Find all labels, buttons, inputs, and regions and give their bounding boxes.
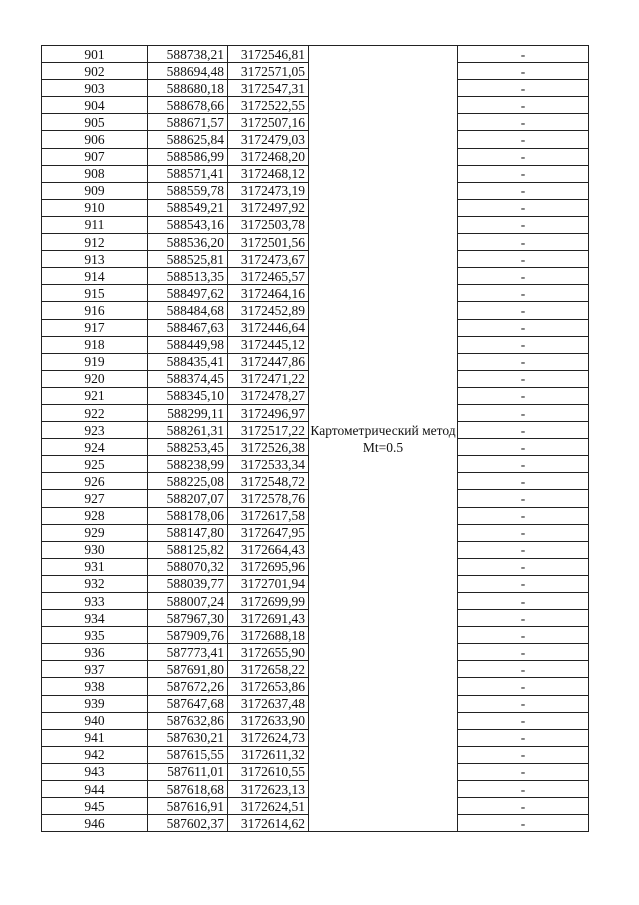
note-cell: - bbox=[458, 781, 589, 798]
point-number-cell: 913 bbox=[42, 251, 148, 268]
y-coordinate-cell: 3172548,72 bbox=[228, 473, 309, 490]
note-cell: - bbox=[458, 473, 589, 490]
y-coordinate-cell: 3172473,67 bbox=[228, 251, 309, 268]
point-number-cell: 922 bbox=[42, 404, 148, 421]
y-coordinate-cell: 3172610,55 bbox=[228, 763, 309, 780]
point-number-cell: 903 bbox=[42, 80, 148, 97]
point-number-cell: 930 bbox=[42, 541, 148, 558]
point-number-cell: 944 bbox=[42, 781, 148, 798]
point-number-cell: 941 bbox=[42, 729, 148, 746]
y-coordinate-cell: 3172653,86 bbox=[228, 678, 309, 695]
y-coordinate-cell: 3172465,57 bbox=[228, 268, 309, 285]
coordinates-table-body bbox=[42, 46, 589, 832]
point-number-cell: 936 bbox=[42, 644, 148, 661]
point-number-cell: 901 bbox=[42, 46, 148, 63]
x-coordinate-cell: 588678,66 bbox=[148, 97, 228, 114]
point-number-cell: 906 bbox=[42, 131, 148, 148]
y-coordinate-cell: 3172701,94 bbox=[228, 575, 309, 592]
note-cell: - bbox=[458, 285, 589, 302]
x-coordinate-cell: 588261,31 bbox=[148, 422, 228, 439]
note-cell: - bbox=[458, 422, 589, 439]
point-number-cell: 925 bbox=[42, 456, 148, 473]
note-cell: - bbox=[458, 251, 589, 268]
x-coordinate-cell: 587602,37 bbox=[148, 815, 228, 832]
note-cell: - bbox=[458, 80, 589, 97]
y-coordinate-cell: 3172637,48 bbox=[228, 695, 309, 712]
point-number-cell: 927 bbox=[42, 490, 148, 507]
y-coordinate-cell: 3172517,22 bbox=[228, 422, 309, 439]
note-cell: - bbox=[458, 336, 589, 353]
point-number-cell: 921 bbox=[42, 387, 148, 404]
coordinates-table bbox=[41, 45, 589, 832]
y-coordinate-cell: 3172655,90 bbox=[228, 644, 309, 661]
point-number-cell: 937 bbox=[42, 661, 148, 678]
note-cell: - bbox=[458, 524, 589, 541]
method-cell: Картометрический метод Mt=0.5 bbox=[309, 46, 458, 832]
x-coordinate-cell: 588039,77 bbox=[148, 575, 228, 592]
point-number-cell: 914 bbox=[42, 268, 148, 285]
point-number-cell: 942 bbox=[42, 746, 148, 763]
note-cell: - bbox=[458, 353, 589, 370]
note-cell: - bbox=[458, 456, 589, 473]
x-coordinate-cell: 588625,84 bbox=[148, 131, 228, 148]
x-coordinate-cell: 588225,08 bbox=[148, 473, 228, 490]
note-cell: - bbox=[458, 199, 589, 216]
x-coordinate-cell: 587773,41 bbox=[148, 644, 228, 661]
note-cell: - bbox=[458, 627, 589, 644]
x-coordinate-cell: 587647,68 bbox=[148, 695, 228, 712]
note-cell: - bbox=[458, 439, 589, 456]
y-coordinate-cell: 3172446,64 bbox=[228, 319, 309, 336]
y-coordinate-cell: 3172624,73 bbox=[228, 729, 309, 746]
y-coordinate-cell: 3172578,76 bbox=[228, 490, 309, 507]
y-coordinate-cell: 3172699,99 bbox=[228, 593, 309, 610]
x-coordinate-cell: 587618,68 bbox=[148, 781, 228, 798]
x-coordinate-cell: 588543,16 bbox=[148, 216, 228, 233]
point-number-cell: 904 bbox=[42, 97, 148, 114]
point-number-cell: 923 bbox=[42, 422, 148, 439]
y-coordinate-cell: 3172471,22 bbox=[228, 370, 309, 387]
y-coordinate-cell: 3172617,58 bbox=[228, 507, 309, 524]
point-number-cell: 911 bbox=[42, 216, 148, 233]
x-coordinate-cell: 587616,91 bbox=[148, 798, 228, 815]
point-number-cell: 924 bbox=[42, 439, 148, 456]
note-cell: - bbox=[458, 490, 589, 507]
x-coordinate-cell: 588299,11 bbox=[148, 404, 228, 421]
point-number-cell: 940 bbox=[42, 712, 148, 729]
point-number-cell: 908 bbox=[42, 165, 148, 182]
point-number-cell: 907 bbox=[42, 148, 148, 165]
point-number-cell: 920 bbox=[42, 370, 148, 387]
note-cell: - bbox=[458, 97, 589, 114]
x-coordinate-cell: 587967,30 bbox=[148, 610, 228, 627]
note-cell: - bbox=[458, 729, 589, 746]
y-coordinate-cell: 3172533,34 bbox=[228, 456, 309, 473]
note-cell: - bbox=[458, 63, 589, 80]
y-coordinate-cell: 3172546,81 bbox=[228, 46, 309, 63]
note-cell: - bbox=[458, 746, 589, 763]
y-coordinate-cell: 3172445,12 bbox=[228, 336, 309, 353]
point-number-cell: 910 bbox=[42, 199, 148, 216]
x-coordinate-cell: 588671,57 bbox=[148, 114, 228, 131]
note-cell: - bbox=[458, 319, 589, 336]
point-number-cell: 943 bbox=[42, 763, 148, 780]
note-cell: - bbox=[458, 575, 589, 592]
y-coordinate-cell: 3172479,03 bbox=[228, 131, 309, 148]
note-cell: - bbox=[458, 558, 589, 575]
x-coordinate-cell: 587672,26 bbox=[148, 678, 228, 695]
note-cell: - bbox=[458, 268, 589, 285]
y-coordinate-cell: 3172695,96 bbox=[228, 558, 309, 575]
point-number-cell: 917 bbox=[42, 319, 148, 336]
point-number-cell: 905 bbox=[42, 114, 148, 131]
y-coordinate-cell: 3172624,51 bbox=[228, 798, 309, 815]
y-coordinate-cell: 3172501,56 bbox=[228, 234, 309, 251]
y-coordinate-cell: 3172571,05 bbox=[228, 63, 309, 80]
x-coordinate-cell: 587615,55 bbox=[148, 746, 228, 763]
x-coordinate-cell: 587909,76 bbox=[148, 627, 228, 644]
y-coordinate-cell: 3172507,16 bbox=[228, 114, 309, 131]
y-coordinate-cell: 3172464,16 bbox=[228, 285, 309, 302]
x-coordinate-cell: 588525,81 bbox=[148, 251, 228, 268]
y-coordinate-cell: 3172623,13 bbox=[228, 781, 309, 798]
point-number-cell: 902 bbox=[42, 63, 148, 80]
x-coordinate-cell: 588467,63 bbox=[148, 319, 228, 336]
note-cell: - bbox=[458, 182, 589, 199]
x-coordinate-cell: 588484,68 bbox=[148, 302, 228, 319]
x-coordinate-cell: 588374,45 bbox=[148, 370, 228, 387]
point-number-cell: 926 bbox=[42, 473, 148, 490]
x-coordinate-cell: 587630,21 bbox=[148, 729, 228, 746]
point-number-cell: 916 bbox=[42, 302, 148, 319]
y-coordinate-cell: 3172664,43 bbox=[228, 541, 309, 558]
y-coordinate-cell: 3172497,92 bbox=[228, 199, 309, 216]
x-coordinate-cell: 588147,80 bbox=[148, 524, 228, 541]
y-coordinate-cell: 3172611,32 bbox=[228, 746, 309, 763]
x-coordinate-cell: 588694,48 bbox=[148, 63, 228, 80]
y-coordinate-cell: 3172452,89 bbox=[228, 302, 309, 319]
note-cell: - bbox=[458, 46, 589, 63]
x-coordinate-cell: 588513,35 bbox=[148, 268, 228, 285]
y-coordinate-cell: 3172496,97 bbox=[228, 404, 309, 421]
point-number-cell: 932 bbox=[42, 575, 148, 592]
point-number-cell: 945 bbox=[42, 798, 148, 815]
x-coordinate-cell: 588559,78 bbox=[148, 182, 228, 199]
x-coordinate-cell: 588007,24 bbox=[148, 593, 228, 610]
x-coordinate-cell: 588207,07 bbox=[148, 490, 228, 507]
note-cell: - bbox=[458, 216, 589, 233]
x-coordinate-cell: 588125,82 bbox=[148, 541, 228, 558]
x-coordinate-cell: 588549,21 bbox=[148, 199, 228, 216]
note-cell: - bbox=[458, 387, 589, 404]
x-coordinate-cell: 588449,98 bbox=[148, 336, 228, 353]
x-coordinate-cell: 588253,45 bbox=[148, 439, 228, 456]
note-cell: - bbox=[458, 165, 589, 182]
note-cell: - bbox=[458, 234, 589, 251]
point-number-cell: 919 bbox=[42, 353, 148, 370]
x-coordinate-cell: 587611,01 bbox=[148, 763, 228, 780]
y-coordinate-cell: 3172547,31 bbox=[228, 80, 309, 97]
note-cell: - bbox=[458, 661, 589, 678]
x-coordinate-cell: 588178,06 bbox=[148, 507, 228, 524]
note-cell: - bbox=[458, 763, 589, 780]
x-coordinate-cell: 588586,99 bbox=[148, 148, 228, 165]
x-coordinate-cell: 588571,41 bbox=[148, 165, 228, 182]
note-cell: - bbox=[458, 798, 589, 815]
y-coordinate-cell: 3172522,55 bbox=[228, 97, 309, 114]
note-cell: - bbox=[458, 370, 589, 387]
point-number-cell: 918 bbox=[42, 336, 148, 353]
point-number-cell: 929 bbox=[42, 524, 148, 541]
note-cell: - bbox=[458, 712, 589, 729]
x-coordinate-cell: 588238,99 bbox=[148, 456, 228, 473]
y-coordinate-cell: 3172503,78 bbox=[228, 216, 309, 233]
point-number-cell: 931 bbox=[42, 558, 148, 575]
y-coordinate-cell: 3172658,22 bbox=[228, 661, 309, 678]
y-coordinate-cell: 3172447,86 bbox=[228, 353, 309, 370]
note-cell: - bbox=[458, 114, 589, 131]
note-cell: - bbox=[458, 593, 589, 610]
x-coordinate-cell: 588435,41 bbox=[148, 353, 228, 370]
point-number-cell: 935 bbox=[42, 627, 148, 644]
point-number-cell: 933 bbox=[42, 593, 148, 610]
note-cell: - bbox=[458, 404, 589, 421]
point-number-cell: 946 bbox=[42, 815, 148, 832]
y-coordinate-cell: 3172633,90 bbox=[228, 712, 309, 729]
y-coordinate-cell: 3172614,62 bbox=[228, 815, 309, 832]
point-number-cell: 909 bbox=[42, 182, 148, 199]
y-coordinate-cell: 3172468,20 bbox=[228, 148, 309, 165]
y-coordinate-cell: 3172688,18 bbox=[228, 627, 309, 644]
x-coordinate-cell: 588680,18 bbox=[148, 80, 228, 97]
y-coordinate-cell: 3172647,95 bbox=[228, 524, 309, 541]
y-coordinate-cell: 3172468,12 bbox=[228, 165, 309, 182]
point-number-cell: 912 bbox=[42, 234, 148, 251]
note-cell: - bbox=[458, 131, 589, 148]
point-number-cell: 938 bbox=[42, 678, 148, 695]
x-coordinate-cell: 588497,62 bbox=[148, 285, 228, 302]
note-cell: - bbox=[458, 678, 589, 695]
note-cell: - bbox=[458, 644, 589, 661]
x-coordinate-cell: 587691,80 bbox=[148, 661, 228, 678]
x-coordinate-cell: 588345,10 bbox=[148, 387, 228, 404]
y-coordinate-cell: 3172478,27 bbox=[228, 387, 309, 404]
y-coordinate-cell: 3172526,38 bbox=[228, 439, 309, 456]
table-row bbox=[42, 46, 589, 63]
y-coordinate-cell: 3172691,43 bbox=[228, 610, 309, 627]
point-number-cell: 934 bbox=[42, 610, 148, 627]
point-number-cell: 928 bbox=[42, 507, 148, 524]
note-cell: - bbox=[458, 815, 589, 832]
y-coordinate-cell: 3172473,19 bbox=[228, 182, 309, 199]
x-coordinate-cell: 588738,21 bbox=[148, 46, 228, 63]
x-coordinate-cell: 588536,20 bbox=[148, 234, 228, 251]
note-cell: - bbox=[458, 507, 589, 524]
note-cell: - bbox=[458, 302, 589, 319]
note-cell: - bbox=[458, 695, 589, 712]
note-cell: - bbox=[458, 541, 589, 558]
note-cell: - bbox=[458, 610, 589, 627]
x-coordinate-cell: 588070,32 bbox=[148, 558, 228, 575]
point-number-cell: 939 bbox=[42, 695, 148, 712]
point-number-cell: 915 bbox=[42, 285, 148, 302]
x-coordinate-cell: 587632,86 bbox=[148, 712, 228, 729]
note-cell: - bbox=[458, 148, 589, 165]
